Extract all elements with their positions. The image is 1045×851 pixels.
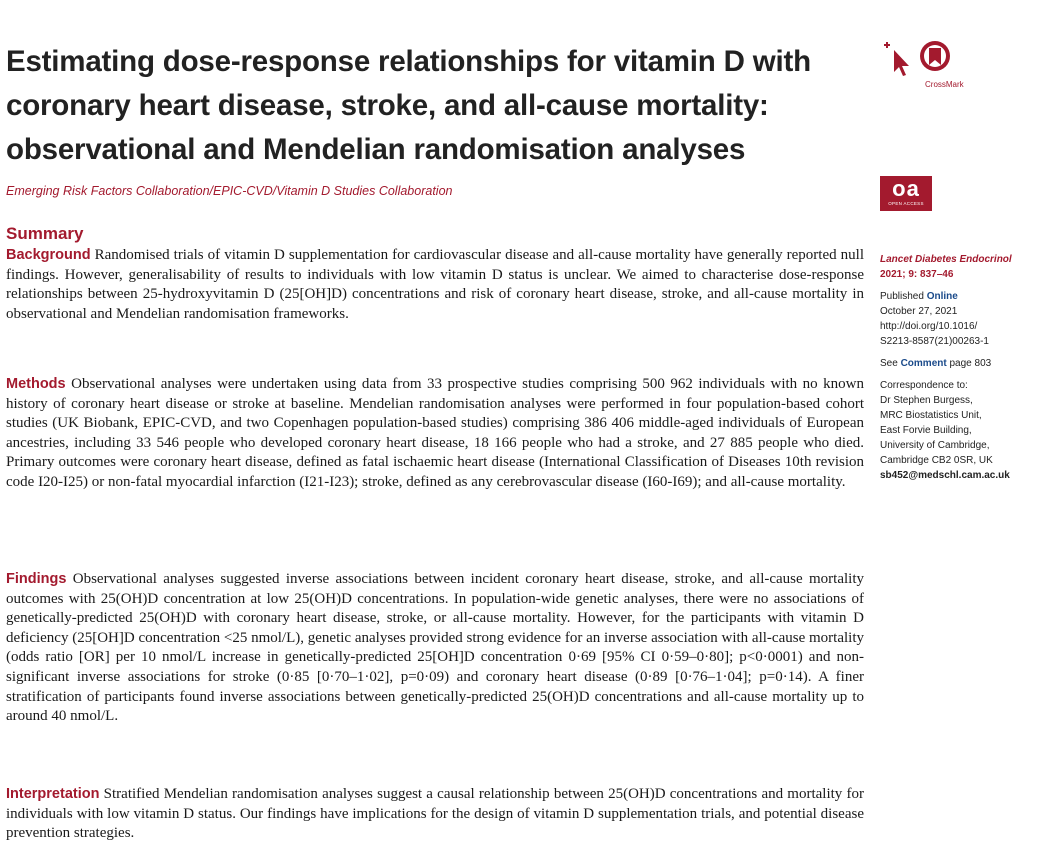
comment-link[interactable]: Comment xyxy=(900,358,947,369)
section-heading: Methods xyxy=(6,376,66,392)
correspondence-line: East Forvie Building, xyxy=(880,425,972,436)
cursor-icon xyxy=(894,50,909,76)
author-list[interactable]: Emerging Risk Factors Collaboration/EPIC-CVD/Vitamin D Studies Collaboration xyxy=(6,184,453,198)
section-text: Stratified Mendelian randomisation analyses suggest a causal relationship between 25(OH)D concentrations and mortality for individuals with low vitamin D status. Our findings have implications for the design of vitamin D supplementation trials, and potential disease prevention strategies. xyxy=(6,786,865,842)
section-methods xyxy=(6,375,864,493)
title-line: Estimating dose-response relationships for vitamin D with xyxy=(6,45,811,78)
published-date: October 27, 2021 xyxy=(880,306,958,317)
journal-name: Lancet Diabetes Endocrinol xyxy=(880,254,1012,265)
published-line xyxy=(880,289,1040,304)
plus-icon-v xyxy=(886,42,888,48)
section-heading: Findings xyxy=(6,571,67,587)
crossmark-label[interactable]: CrossMark xyxy=(925,80,964,89)
journal-volume: 2021; 9: 837–46 xyxy=(880,269,954,280)
section-heading: Interpretation xyxy=(6,786,100,802)
publication-info xyxy=(880,289,1040,349)
correspondence-label: Correspondence to: xyxy=(880,380,968,391)
article-title xyxy=(6,40,856,172)
correspondence-line: Dr Stephen Burgess, xyxy=(880,395,973,406)
see-comment xyxy=(880,356,1040,371)
section-background xyxy=(6,246,864,324)
section-text: Observational analyses suggested inverse associations between incident coronary heart disease, stroke, and all-cause mortality outcomes with 25(OH)D concentration at low 25(OH)D concentrations. In population-wide genetic analyses, there were no associations of genetically-predicted 25(OH)D with coronary heart disease, stroke, or all-cause mortality. However, for the participants with vitamin D deficiency (25[OH]D concentration <25 nmol/L), genetic analyses provided strong evidence for an inverse association with all-cause mortality (odds ratio [OR] per 10 nmol/L increase in genetically-predicted 25[OH]D concentration 0·69 [95% CI 0·59–0·80]; p<0·0001) and non-significant inverse associations for stroke (0·85 [0·70–1·02], p=0·09) and coronary heart disease (0·89 [0·76–1·04]; p=0·14). A finer stratification of participants found inverse associations between genetically-predicted 25(OH)D concentrations and all-cause mortality up to around 40 nmol/L. xyxy=(6,571,865,725)
title-line: observational and Mendelian randomisation analyses xyxy=(6,133,746,166)
correspondence-line: Cambridge CB2 0SR, UK xyxy=(880,455,993,466)
see-prefix: See xyxy=(880,358,898,369)
correspondence-line: University of Cambridge, xyxy=(880,440,990,451)
open-access-badge xyxy=(880,176,932,211)
section-text: Randomised trials of vitamin D supplementation for cardiovascular disease and all-cause mortality have generally reported null findings. However, generalisability of results to individuals with low vitamin D status is unclear. We aimed to characterise dose-response relationships between 25-hydroxyvitamin D (25[OH]D) concentrations and risk of coronary heart disease, stroke, and all-cause mortality in observational and Mendelian randomisation frameworks. xyxy=(6,247,864,322)
section-heading: Background xyxy=(6,247,91,263)
title-line: coronary heart disease, stroke, and all-cause mortality: xyxy=(6,89,769,122)
doi-link[interactable]: http://doi.org/10.1016/ xyxy=(880,321,978,332)
see-suffix: page 803 xyxy=(949,358,992,369)
email-link[interactable]: sb452@medschl.cam.ac.uk xyxy=(880,470,1010,481)
section-interpretation xyxy=(6,785,864,844)
correspondence-line: MRC Biostatistics Unit, xyxy=(880,410,982,421)
see-comment-line xyxy=(880,356,1040,371)
doi-link-cont[interactable]: S2213-8587(21)00263-1 xyxy=(880,336,989,347)
oa-logo-text: oa xyxy=(892,176,920,201)
summary-heading: Summary xyxy=(6,224,84,243)
correspondence-block xyxy=(880,378,1040,483)
oa-logo-subtext: OPEN ACCESS xyxy=(888,201,924,206)
published-prefix: Published xyxy=(880,291,924,302)
published-online-link[interactable]: Online xyxy=(926,291,958,302)
section-text: Observational analyses were undertaken using data from 33 prospective studies comprising 500 962 individuals with no known history of coronary heart disease or stroke at baseline. Mendelian randomisation analyses were performed in four population-based cohort studies (UK Biobank, EPIC-CVD, and two Copenhagen population-based studies) comprising 386 406 middle-aged individuals of European ancestries, including 33 546 people who developed coronary heart disease, 18 166 people who had a stroke, and 27 885 people who died. Primary outcomes were coronary heart disease, defined as fatal ischaemic heart disease (International Classification of Diseases 10th revision code I20-I25) or non-fatal myocardial infarction (I21-I23); stroke, defined as any cerebrovascular disease (I60-I69); and all-cause mortality. xyxy=(6,376,865,490)
section-findings xyxy=(6,570,864,727)
article-sidebar xyxy=(880,252,1040,483)
